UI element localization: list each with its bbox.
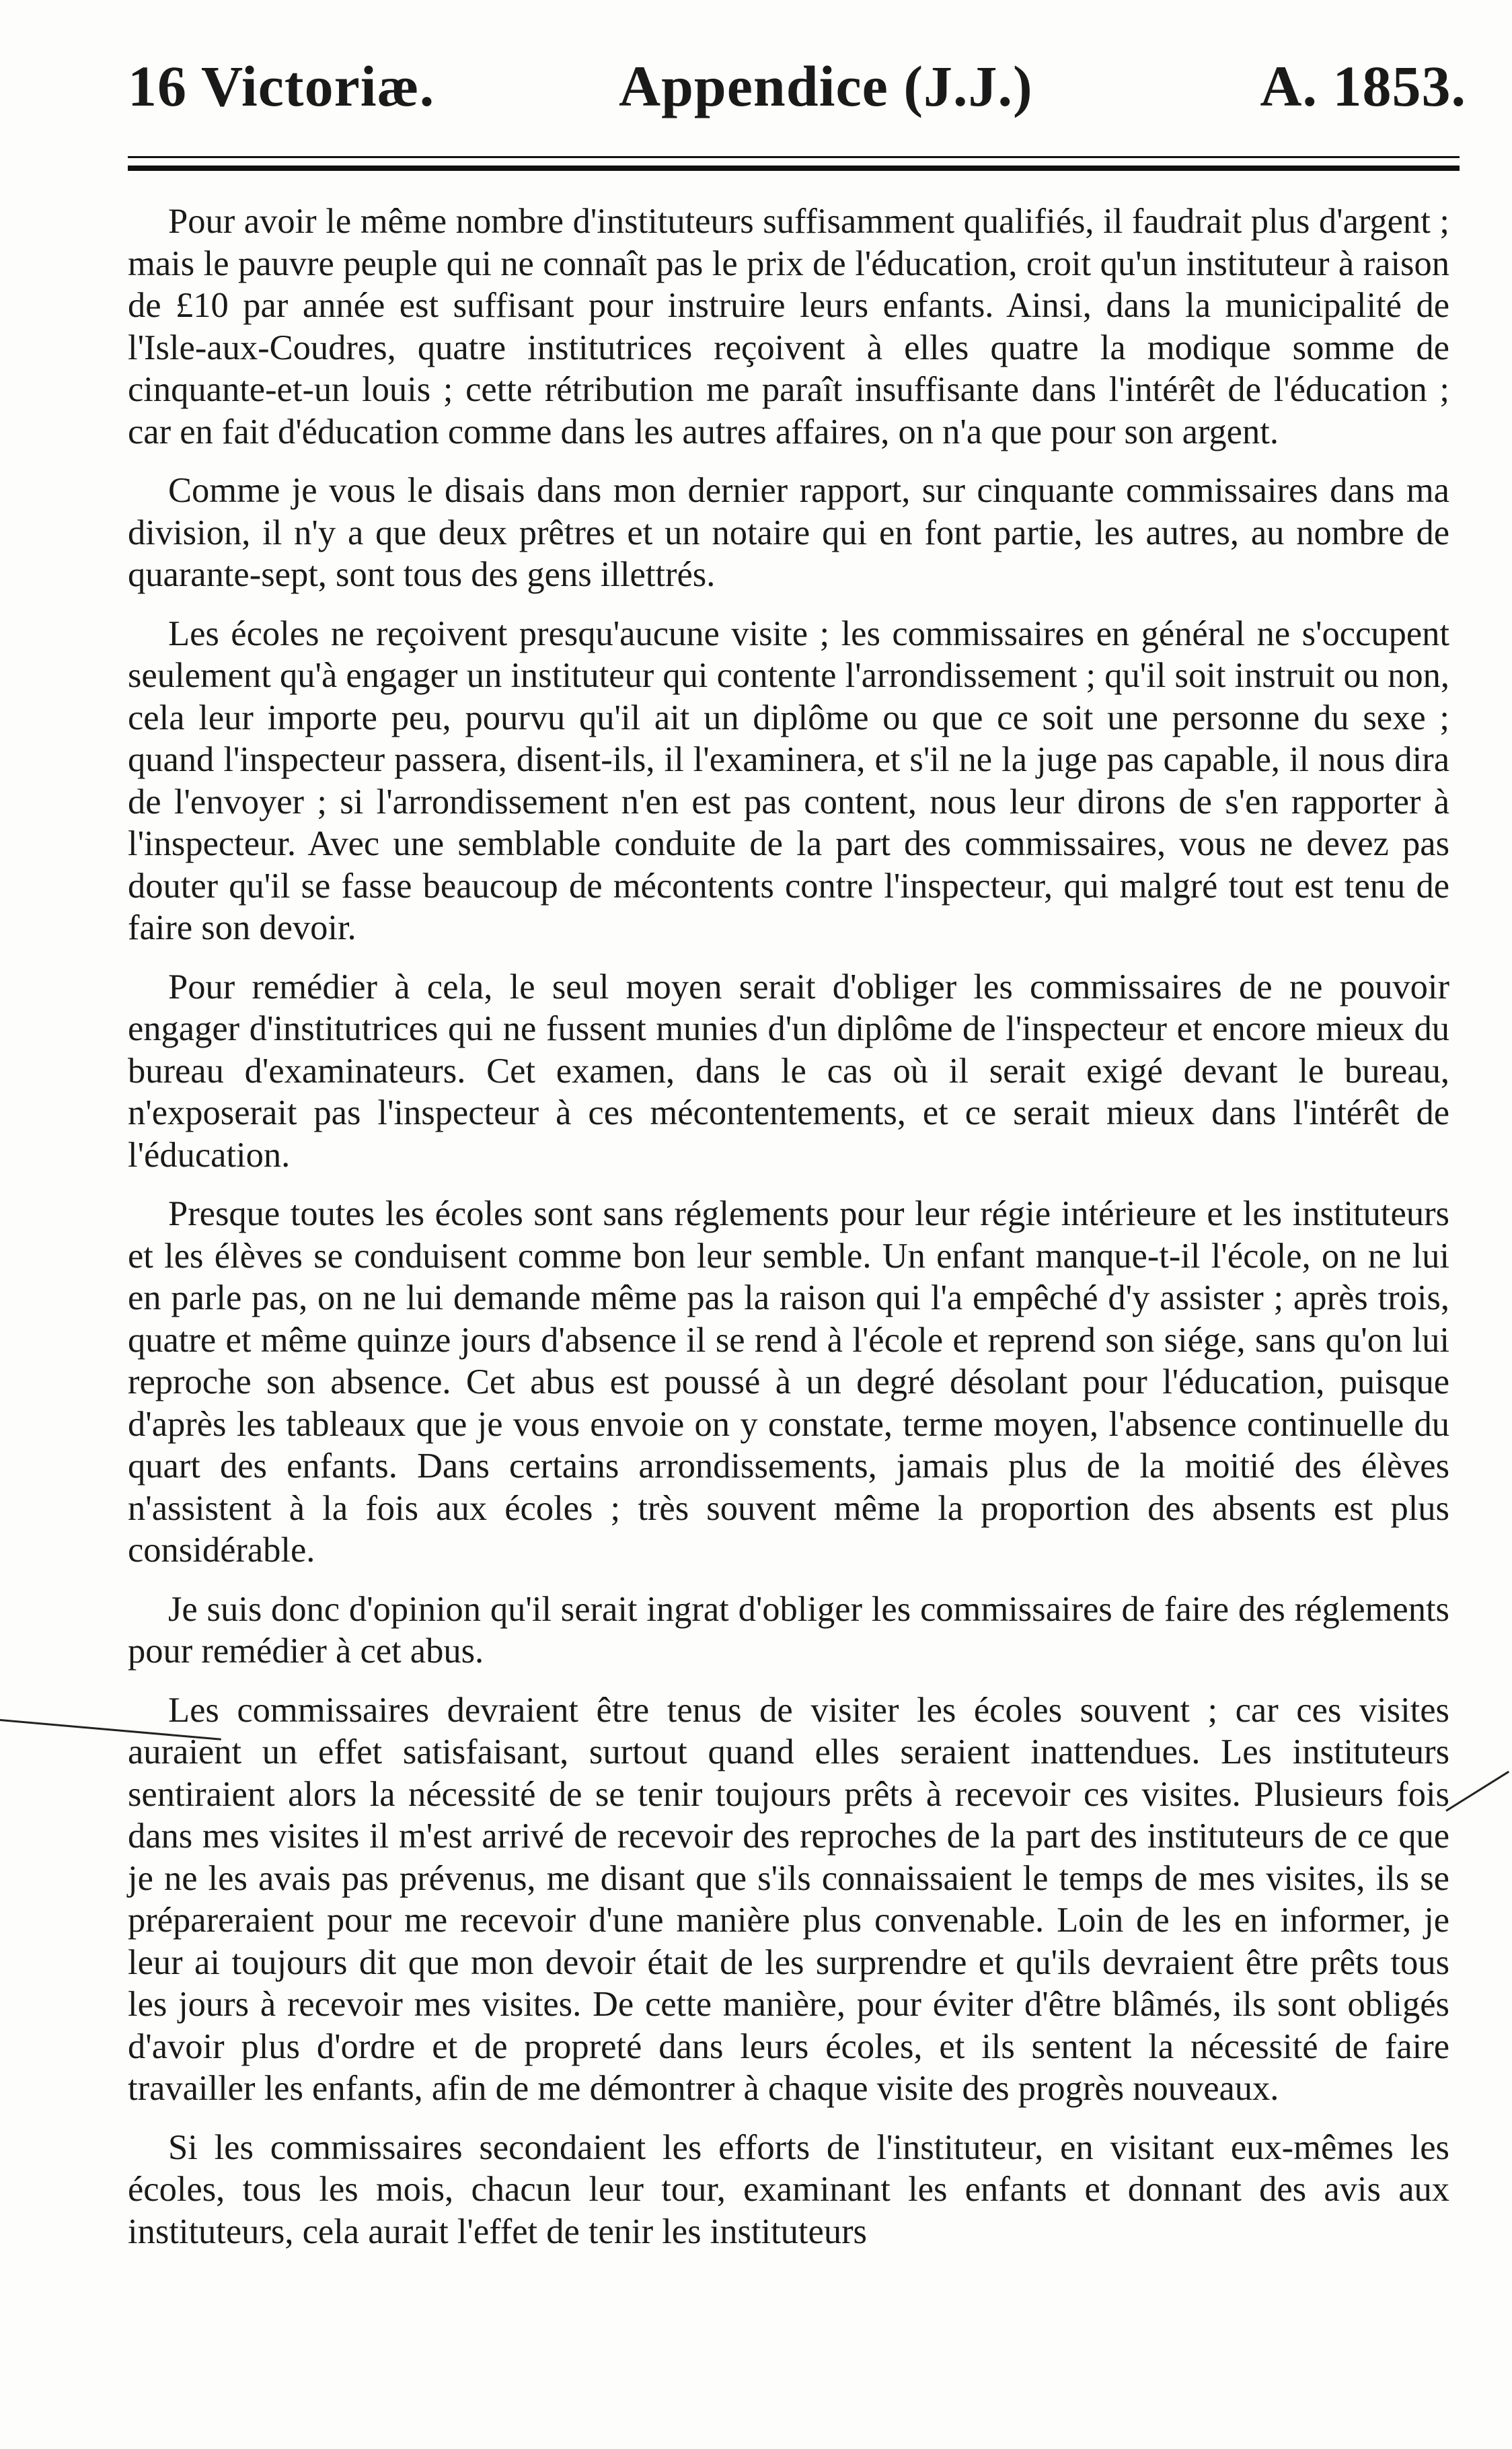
paragraph-3: Les écoles ne reçoivent presqu'aucune visite ; les commissaires en général ne s'occupent seulement qu'à engager un instituteur qui contente l'arrondissement ; qu'il soit instruit ou non, cela leur importe peu, pourvu qu'il ait un diplôme ou que ce soit une personne du sexe ; quand l'inspecteur passera, disent-ils, il l'examinera, et s'il ne la juge pas capable, il nous dira de l'envoyer ; si l'arrondissement n'en est pas content, nous leur dirons de s'en rapporter à l'inspecteur. Avec une semblable conduite de la part des commissaires, vous ne devez pas douter qu'il se fasse beaucoup de mécontents contre l'inspecteur, qui malgré tout est tenu de faire son devoir.: [128, 614, 1449, 947]
header-rule-thick: [128, 166, 1460, 171]
paragraph-5: Presque toutes les écoles sont sans réglements pour leur régie intérieure et les instituteurs et les élèves se conduisent comme bon leur semble. Un enfant manque-t-il l'école, on ne lui en parle pas, on ne lui demande même pas la raison qui l'a empêché d'y assister ; après trois, quatre et même quinze jours d'absence il se rend à l'école et reprend son siége, sans qu'on lui reproche son absence. Cet abus est poussé à un degré désolant pour l'éducation, puisque d'après les tableaux que je vous envoie on y constate, terme moyen, l'absence continuelle du quart des enfants. Dans certains arrondissements, jamais plus de la moitié des élèves n'assistent à la fois aux écoles ; très souvent même la proportion des absents est plus considérable.: [128, 1194, 1449, 1570]
paragraph-4: Pour remédier à cela, le seul moyen serait d'obliger les commissaires de ne pouvoir engager d'institutrices qui ne fussent munies d'un diplôme de l'inspecteur et encore mieux du bureau d'examinateurs. Cet examen, dans le cas où il serait exigé devant le bureau, n'exposerait pas l'inspecteur à ces mécontentements, et ce serait mieux dans l'intérêt de l'éducation.: [128, 967, 1449, 1175]
paragraph-2: Comme je vous le disais dans mon dernier rapport, sur cinquante commissaires dans ma division, il n'y a que deux prêtres et un notaire qui en font partie, les autres, au nombre de quarante-sept, sont tous des gens illettrés.: [128, 471, 1449, 594]
paragraph-6: Je suis donc d'opinion qu'il serait ingrat d'obliger les commissaires de faire des réglements pour remédier à cet abus.: [128, 1589, 1449, 1671]
header-rule-thin: [128, 156, 1460, 158]
running-header: [128, 52, 1466, 126]
header-session: 16 Victoriæ.: [128, 54, 435, 118]
header-year: A. 1853.: [1260, 54, 1466, 118]
margin-stroke-right: [1445, 1771, 1509, 1812]
paragraph-8: Si les commissaires secondaient les efforts de l'instituteur, en visitant eux-mêmes les écoles, tous les mois, chacun leur tour, examinant les enfants et donnant des avis aux instituteurs, cela aurait l'effet de tenir les instituteurs: [128, 2127, 1449, 2251]
body-text: [128, 200, 1449, 2269]
paragraph-7: Les commissaires devraient être tenus de visiter les écoles souvent ; car ces visites auraient un effet satisfaisant, surtout quand elles seraient inattendues. Les instituteurs sentiraient alors la nécessité de se tenir toujours prêts à recevoir ces visites. Plusieurs fois dans mes visites il m'est arrivé de recevoir des reproches de la part des instituteurs de ce que je ne les avais pas prévenus, me disant que s'ils connaissaient le temps de mes visites, ils se prépareraient pour me recevoir d'une manière plus convenable. Loin de les en informer, je leur ai toujours dit que mon devoir était de les surprendre et qu'ils devraient être prêts tous les jours à recevoir mes visites. De cette manière, pour éviter d'être blâmés, ils sont obligés d'avoir plus d'ordre et de propreté dans leurs écoles, et ils sentent la nécessité de faire travailler les enfants, afin de me démontrer à chaque visite des progrès nouveaux.: [128, 1690, 1449, 2108]
paragraph-1: Pour avoir le même nombre d'instituteurs suffisamment qualifiés, il faudrait plus d'argent ; mais le pauvre peuple qui ne connaît pas le prix de l'éducation, croit qu'un instituteur à raison de £10 par année est suffisant pour instruire leurs enfants. Ainsi, dans la municipalité de l'Isle-aux-Coudres, quatre institutrices reçoivent à elles quatre la modique somme de cinquante-et-un louis ; cette rétribution me paraît insuffisante dans l'intérêt de l'éducation ; car en fait d'éducation comme dans les autres affaires, on n'a que pour son argent.: [128, 202, 1449, 451]
header-appendix: Appendice (J.J.): [619, 54, 1033, 118]
